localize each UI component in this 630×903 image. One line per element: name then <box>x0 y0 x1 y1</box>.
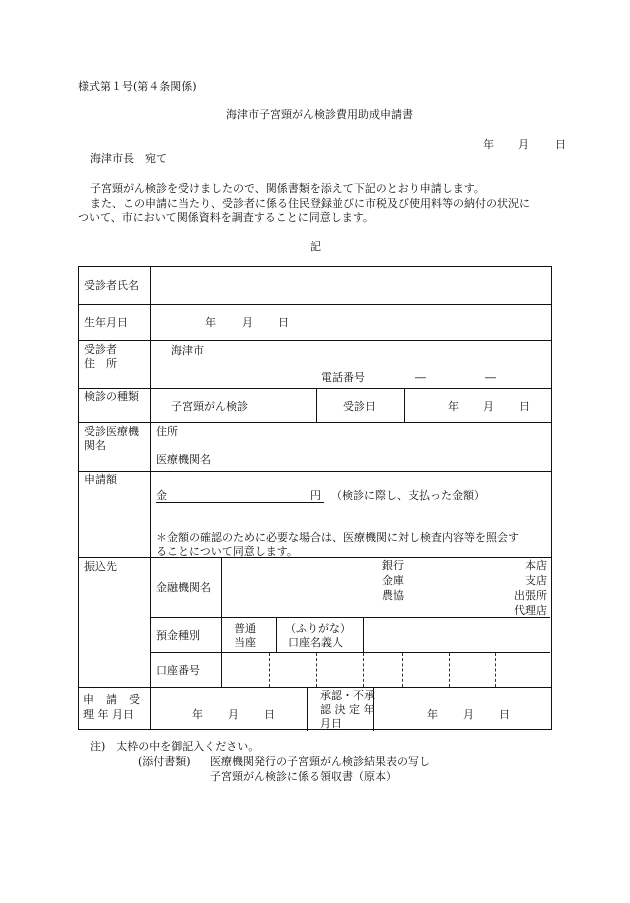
amount-label: 申請額 <box>84 473 117 486</box>
consent-line-1: ＊金額の確認のために必要な場合は、医療機関に対し検査内容等を照会す <box>156 531 519 544</box>
receipt-year: 年 <box>192 708 203 721</box>
address-label-line1: 受診者 <box>84 343 117 356</box>
bank-type-shinkin: 金庫 <box>382 574 404 587</box>
attachment-label: (添付書類) <box>138 755 191 768</box>
form-number: 様式第１号(第４条関係) <box>78 80 197 93</box>
branch-type-agency: 代理店 <box>514 604 547 617</box>
intro-line-2: また、この申請に当たり、受診者に係る住民登録並びに市税及び使用料等の納付の状況に <box>90 197 530 210</box>
account-number-field[interactable] <box>223 654 548 686</box>
address-label-line2: 住 所 <box>84 357 117 370</box>
clinic-address-label: 住所 <box>156 425 178 438</box>
approval-month: 月 <box>463 708 474 721</box>
date-day: 日 <box>555 138 566 151</box>
amount-kin: 金 <box>156 489 167 502</box>
deposit-label: 預金種別 <box>156 629 200 642</box>
transfer-label: 振込先 <box>84 560 117 573</box>
approval-label-line3: 月日 <box>320 717 342 730</box>
branch-type-office: 出張所 <box>514 589 547 602</box>
exam-type-value: 子宮頸がん検診 <box>171 400 248 413</box>
amount-input[interactable] <box>169 484 309 502</box>
account-number-label: 口座番号 <box>156 664 200 677</box>
amount-underline <box>156 502 324 503</box>
page-title: 海津市子宮頸がん検診費用助成申請書 <box>226 108 413 121</box>
addressee: 海津市長 宛て <box>90 152 167 165</box>
branch-type-main: 本店 <box>525 559 547 572</box>
receipt-month: 月 <box>228 708 239 721</box>
receipt-label-line2: 理 年 月日 <box>83 708 134 721</box>
exam-year: 年 <box>448 400 459 413</box>
approval-year: 年 <box>427 708 438 721</box>
name-field[interactable] <box>152 269 548 302</box>
furigana-label: （ふりがな） <box>285 622 351 635</box>
phone-dash-1: ― <box>415 371 426 384</box>
amount-note: （検診に際し、支払った金額） <box>331 489 485 502</box>
receipt-day: 日 <box>264 708 275 721</box>
birth-month: 月 <box>242 316 253 329</box>
clinic-label-line1: 受診医療機 <box>84 425 139 438</box>
phone-label: 電話番号 <box>321 371 365 384</box>
bank-name-label: 金融機関名 <box>156 581 211 594</box>
bank-type-bank: 銀行 <box>382 559 404 572</box>
attachment-2: 子宮頸がん検診に係る領収書（原本） <box>210 770 397 783</box>
bank-name-field[interactable] <box>223 559 373 615</box>
birth-label: 生年月日 <box>84 316 128 329</box>
bank-type-nokyo: 農協 <box>382 589 404 602</box>
amount-yen: 円 <box>310 489 321 502</box>
intro-line-3: ついて、市において関係資料を調査することに同意します。 <box>78 211 374 224</box>
intro-line-1: 子宮頸がん検診を受けましたので、関係書類を添えて下記のとおり申請します。 <box>90 182 485 195</box>
deposit-current[interactable]: 当座 <box>234 636 256 649</box>
deposit-ordinary[interactable]: 普通 <box>234 622 256 635</box>
birth-day: 日 <box>278 316 289 329</box>
account-holder-field[interactable] <box>365 619 548 650</box>
approval-day: 日 <box>499 708 510 721</box>
date-year: 年 <box>483 138 494 151</box>
attachment-1: 医療機関発行の子宮頸がん検診結果表の写し <box>210 755 430 768</box>
application-form-table <box>78 266 552 730</box>
name-label: 受診者氏名 <box>84 279 139 292</box>
approval-label-line1: 承認・不承 <box>320 689 375 702</box>
address-city: 海津市 <box>171 344 204 357</box>
clinic-label-line2: 関名 <box>84 439 106 452</box>
exam-date-label: 受診日 <box>343 400 376 413</box>
exam-day: 日 <box>519 400 530 413</box>
exam-type-label: 検診の種類 <box>84 390 139 403</box>
clinic-name-label: 医療機関名 <box>156 453 211 466</box>
footer-note: 注) 太枠の中を御記入ください。 <box>90 740 260 753</box>
consent-line-2: ることについて同意します。 <box>156 545 298 558</box>
address-field[interactable] <box>152 342 548 386</box>
account-holder-label: 口座名義人 <box>288 636 343 649</box>
date-month: 月 <box>518 138 529 151</box>
birth-field[interactable] <box>152 306 548 338</box>
clinic-field[interactable] <box>152 424 548 469</box>
exam-month: 月 <box>483 400 494 413</box>
receipt-label-line1: 申 請 受 <box>83 693 141 706</box>
phone-dash-2: ― <box>485 371 496 384</box>
approval-label-line2: 認 決 定 年 <box>320 703 375 716</box>
branch-type-branch: 支店 <box>525 574 547 587</box>
birth-year: 年 <box>205 316 216 329</box>
ki-marker: 記 <box>310 240 321 253</box>
